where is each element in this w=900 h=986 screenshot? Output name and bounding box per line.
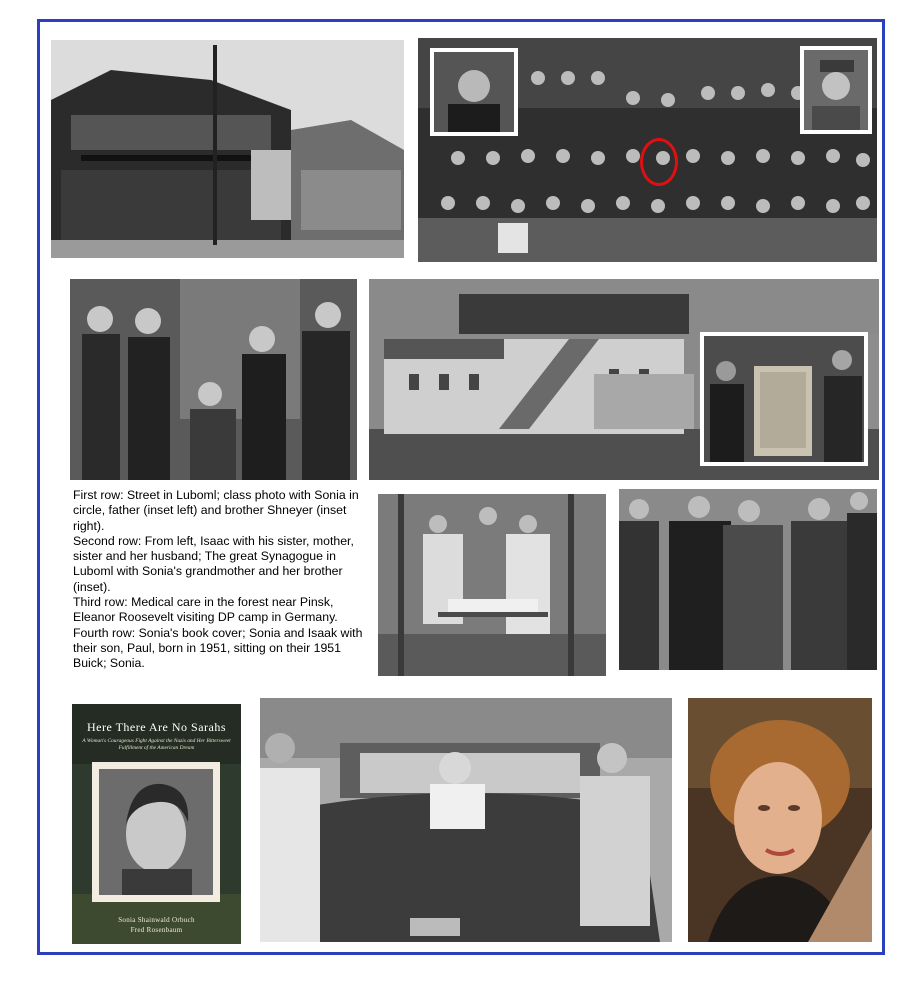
book-authors: [72, 915, 241, 935]
caption-second-row: Second row: From left, Isaac with his sister, mother, sister and her husband; The great Synagogue in Luboml with Sonia's grandmother and her brother (inset).: [73, 533, 354, 594]
caption-third-row: Third row: Medical care in the forest near Pinsk, Eleanor Roosevelt visiting DP camp in Germany.: [73, 595, 338, 625]
sonia-portrait-photo: [688, 698, 872, 942]
family-on-buick-photo: [260, 698, 672, 942]
book-title: Here There Are No Sarahs: [86, 720, 227, 734]
book-author: Sonia Shainwald Orbuch: [118, 916, 195, 924]
book-subtitle: A Woman's Courageous Fight Against the Nazis and Her Bittersweet Fulfillment of the American Dream: [82, 738, 231, 751]
collage-caption: [73, 488, 363, 672]
forest-medical-care-photo: [378, 494, 606, 676]
class-photo: [418, 38, 877, 262]
great-synagogue-photo: [369, 279, 879, 480]
book-coauthor: Fred Rosenbaum: [130, 926, 183, 934]
luboml-street-photo: [51, 40, 404, 258]
sonia-highlight-circle: [640, 138, 678, 186]
caption-first-row: First row: Street in Luboml; class photo with Sonia in circle, father (inset left) and brother Shneyer (inset right).: [73, 488, 359, 533]
eleanor-roosevelt-dp-camp-photo: [619, 489, 877, 670]
book-cover: [72, 704, 241, 944]
synagogue-inset-photo: [700, 332, 868, 466]
caption-fourth-row: Fourth row: Sonia's book cover; Sonia and Isaak with their son, Paul, born in 1951, sitting on their 1951 Buick; Sonia.: [73, 625, 363, 671]
family-portrait-photo: [70, 279, 357, 480]
